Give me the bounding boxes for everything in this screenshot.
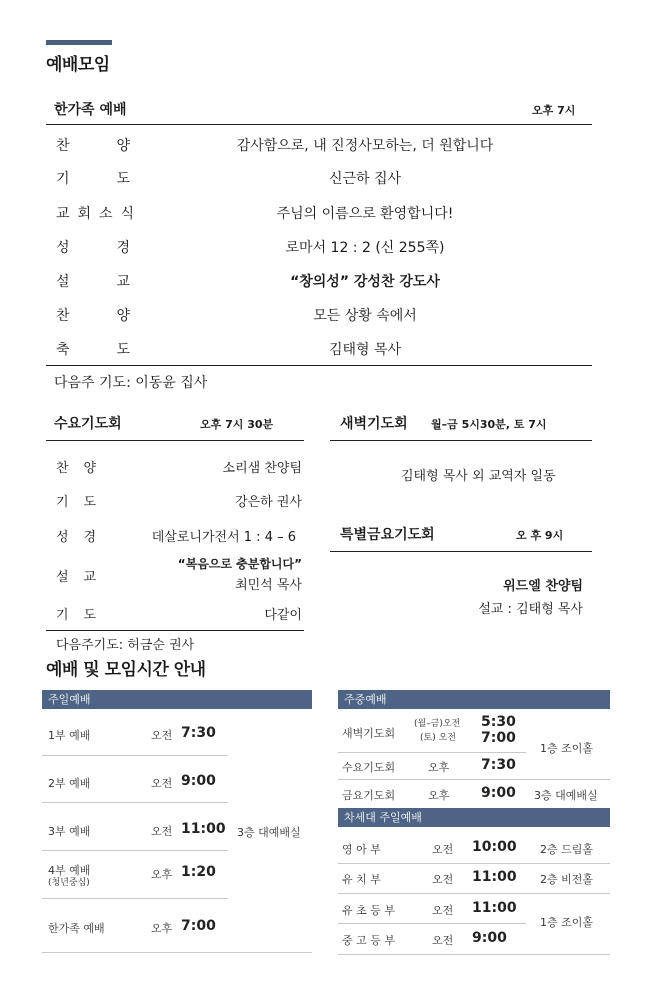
weekday-ampm: 오후 (428, 761, 450, 774)
wednesday-rows (56, 457, 302, 627)
row-label: 찬 양 (56, 138, 130, 154)
row-label: 설 교 (56, 274, 130, 290)
wednesday-time: 오후 7시 30분 (200, 418, 274, 431)
row-value: 다같이 (264, 608, 302, 623)
nextgen-time: 9:00 (472, 930, 507, 946)
nextgen-ampm: 오전 (432, 843, 454, 856)
friday-team: 위드엘 찬양팀 (503, 579, 583, 594)
weekday-header: 주중예배 (338, 690, 610, 709)
weekday-name: 새벽기도회 (342, 727, 396, 740)
nextgen-header: 차세대 주일예배 (338, 808, 610, 827)
friday-time: 오 후 9시 (516, 529, 564, 542)
nextgen-place: 2층 드림홀 (540, 843, 593, 856)
row-label: 기 도 (56, 171, 130, 187)
dawn-desc: 김태형 목사 외 교역자 일동 (401, 469, 556, 484)
row-label: 성 경 (56, 530, 96, 545)
nextgen-ampm: 오전 (432, 873, 454, 886)
nextgen-name: 중 고 등 부 (342, 934, 395, 947)
dawn-title: 새벽기도회 (340, 416, 408, 432)
nextgen-name: 유 초 등 부 (342, 904, 395, 917)
hangajok-next-prayer: 다음주 기도: 이동윤 집사 (54, 375, 208, 391)
row-divider (42, 850, 228, 851)
nextgen-shared-place: 1층 조이홀 (540, 916, 593, 929)
sunday-ampm: 오전 (151, 729, 173, 742)
weekday-name: 금요기도회 (342, 789, 396, 802)
nextgen-name: 영 아 부 (342, 843, 381, 856)
sunday-ampm: 오전 (151, 777, 173, 790)
sunday-header: 주일예배 (42, 690, 312, 709)
sunday-time: 7:00 (181, 918, 216, 934)
row-value: “창의성” 강성찬 강도사 (290, 274, 440, 290)
weekday-ampm: (토) 오전 (420, 733, 456, 743)
row-label: 설 교 (56, 570, 96, 585)
row-divider (42, 898, 228, 899)
row-label: 교 회 소 식 (56, 206, 134, 222)
sunday-name: 4부 예배 (48, 864, 91, 877)
page-title: 예배모임 (46, 55, 110, 75)
friday-preacher: 설교 : 김태형 목사 (478, 602, 583, 617)
row-label: 기 도 (56, 495, 96, 510)
sermon-title: “복음으로 충분합니다” (177, 557, 302, 571)
weekday-ampm: 오후 (428, 789, 450, 802)
sunday-name: 한가족 예배 (48, 922, 105, 935)
row-value: 최민석 목사 (235, 578, 302, 593)
weekday-place: 3층 대예배실 (534, 789, 598, 802)
sunday-name: 3부 예배 (48, 825, 91, 838)
title-accent-bar (46, 40, 112, 45)
sunday-name: 1부 예배 (48, 729, 91, 742)
row-label: 찬 양 (56, 308, 130, 324)
divider (46, 365, 592, 366)
wednesday-next-prayer: 다음주기도: 허금순 권사 (56, 638, 195, 653)
sunday-time: 7:30 (181, 725, 216, 741)
row-divider (338, 923, 526, 924)
sunday-time: 9:00 (181, 773, 216, 789)
hangajok-time: 오후 7시 (532, 104, 576, 117)
hangajok-title: 한가족 예배 (54, 102, 127, 118)
divider (330, 440, 592, 441)
row-divider (338, 893, 610, 894)
nextgen-time: 11:00 (472, 869, 517, 885)
weekday-name: 수요기도회 (342, 761, 396, 774)
sunday-ampm: 오전 (151, 825, 173, 838)
weekday-ampm: (월–금)오전 (414, 719, 461, 729)
weekday-time: 5:30 (481, 714, 516, 730)
row-divider (42, 755, 228, 756)
row-divider (338, 752, 526, 753)
row-divider (42, 802, 228, 803)
table-bottom (42, 952, 312, 953)
nextgen-time: 10:00 (472, 839, 517, 855)
row-divider (338, 863, 610, 864)
weekday-time: 9:00 (481, 785, 516, 801)
row-value: 로마서 12 : 2 (신 255쪽) (285, 240, 445, 256)
row-label: 기 도 (56, 608, 96, 623)
weekday-place: 1층 조이홀 (540, 742, 593, 755)
table-bottom (338, 954, 610, 955)
row-value: 강은하 권사 (235, 495, 302, 510)
divider (46, 630, 304, 631)
row-value: 신근하 집사 (328, 171, 402, 187)
sunday-ampm: 오후 (151, 868, 173, 881)
divider (46, 124, 592, 125)
row-value: 감사함으로, 내 진정사모하는, 더 원합니다 (236, 138, 494, 154)
nextgen-name: 유 치 부 (342, 873, 381, 886)
schedule-title: 예배 및 모임시간 안내 (46, 660, 206, 680)
row-value: 데살로니가전서 1 : 4 – 6 (151, 530, 296, 545)
sunday-name: 2부 예배 (48, 777, 91, 790)
row-label: 찬 양 (56, 461, 96, 476)
sunday-time: 1:20 (181, 864, 216, 880)
weekday-time: 7:00 (481, 730, 516, 746)
row-divider (338, 779, 610, 780)
sunday-ampm: 오후 (151, 922, 173, 935)
weekday-time: 7:30 (481, 757, 516, 773)
row-value: 김태형 목사 (328, 342, 402, 358)
nextgen-time: 11:00 (472, 900, 517, 916)
row-label: 성 경 (56, 240, 130, 256)
row-value: 주님의 이름으로 환영합니다! (276, 206, 454, 222)
row-value: 소리샘 찬양팀 (222, 461, 302, 476)
nextgen-ampm: 오전 (432, 904, 454, 917)
wednesday-title: 수요기도회 (54, 416, 122, 432)
row-label: 축 도 (56, 342, 130, 358)
dawn-time: 월–금 5시30분, 토 7시 (431, 418, 547, 431)
friday-title: 특별금요기도회 (340, 527, 435, 543)
sunday-place: 3층 대예배실 (237, 826, 301, 839)
sunday-time: 11:00 (181, 821, 226, 837)
nextgen-ampm: 오전 (432, 934, 454, 947)
divider (46, 440, 304, 441)
divider (330, 551, 592, 552)
sunday-sub: (청년중심) (48, 878, 90, 888)
nextgen-place: 2층 비전홀 (540, 873, 593, 886)
row-value: 모든 상황 속에서 (313, 308, 417, 324)
